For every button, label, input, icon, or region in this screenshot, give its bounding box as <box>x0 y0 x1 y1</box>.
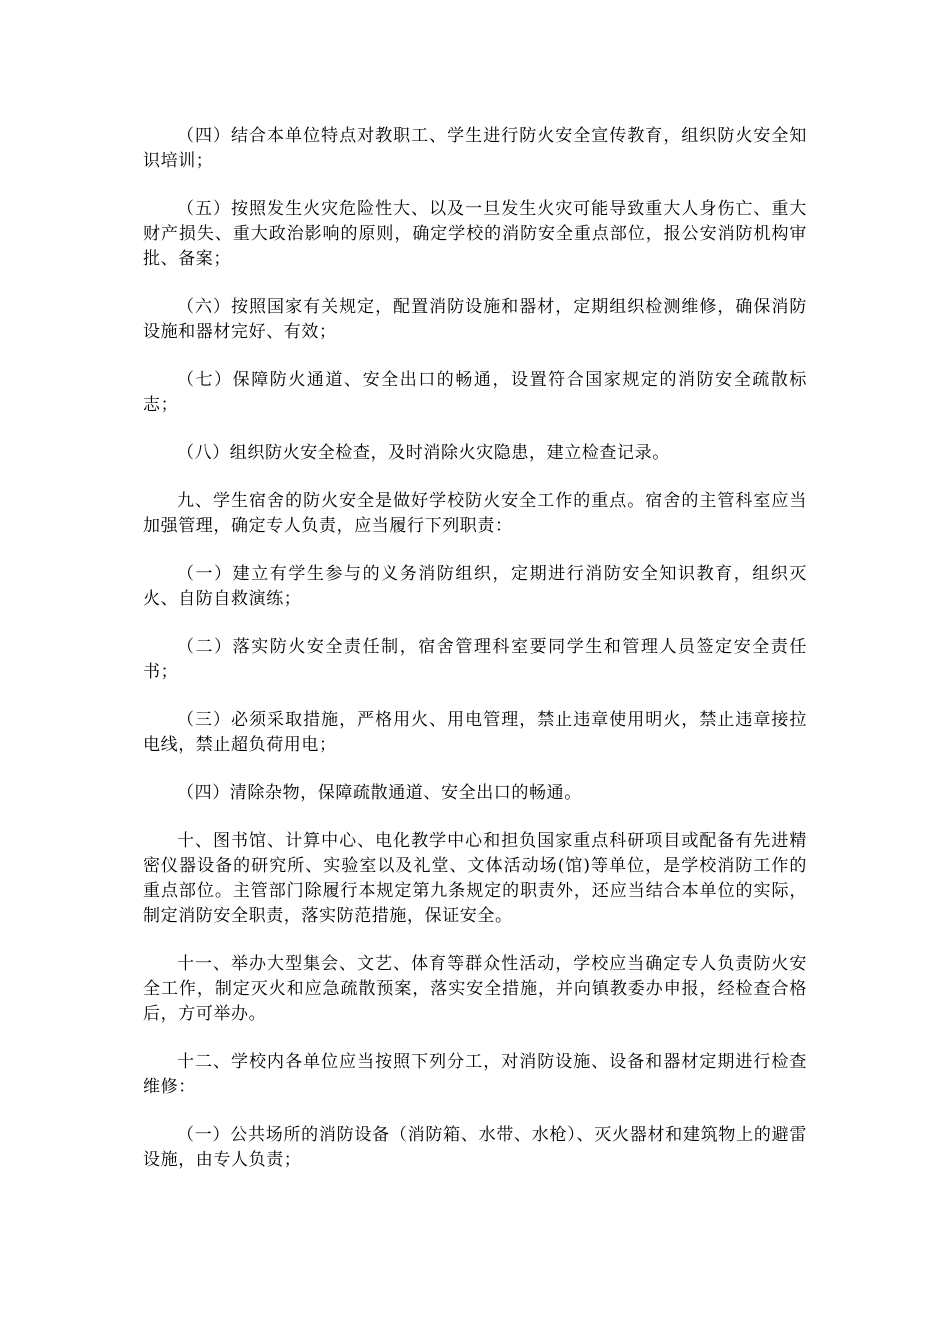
paragraph-9-3-electricity: （三）必须采取措施，严格用火、用电管理，禁止违章使用明火，禁止违章接拉电线，禁止超负荷用电； <box>143 710 807 755</box>
document-body <box>143 124 807 1196</box>
paragraph-9-2-responsibility: （二）落实防火安全责任制，宿舍管理科室要同学生和管理人员签定安全责任书； <box>143 637 807 682</box>
paragraph-5-key-locations: （五）按照发生火灾危险性大、以及一旦发生火灾可能导致重大人身伤亡、重大财产损失、重大政治影响的原则，确定学校的消防安全重点部位，报公安消防机构审批、备案； <box>143 199 807 269</box>
paragraph-6-facilities: （六）按照国家有关规定，配置消防设施和器材，定期组织检测维修，确保消防设施和器材完好、有效； <box>143 297 807 342</box>
paragraph-12-1-public-equipment: （一）公共场所的消防设备（消防箱、水带、水枪）、灭火器材和建筑物上的避雷设施，由专人负责； <box>143 1125 807 1170</box>
paragraph-article-9-dormitory: 九、学生宿舍的防火安全是做好学校防火安全工作的重点。宿舍的主管科室应当加强管理，确定专人负责，应当履行下列职责： <box>143 491 807 536</box>
paragraph-article-11-events: 十一、举办大型集会、文艺、体育等群众性活动，学校应当确定专人负责防火安全工作，制定灭火和应急疏散预案，落实安全措施，并向镇教委办申报，经检查合格后，方可举办。 <box>143 954 807 1024</box>
paragraph-4-propaganda: （四）结合本单位特点对教职工、学生进行防火安全宣传教育，组织防火安全知识培训； <box>143 126 807 171</box>
paragraph-7-exits: （七）保障防火通道、安全出口的畅通，设置符合国家规定的消防安全疏散标志； <box>143 370 807 415</box>
paragraph-article-10-key-departments: 十、图书馆、计算中心、电化教学中心和担负国家重点科研项目或配备有先进精密仪器设备的研究所、实验室以及礼堂、文体活动场(馆)等单位，是学校消防工作的重点部位。主管部门除履行本规定第九条规定的职责外，还应当结合本单位的实际，制定消防安全职责，落实防范措施，保证安全。 <box>143 831 807 926</box>
paragraph-9-4-clearing: （四）清除杂物，保障疏散通道、安全出口的畅通。 <box>177 783 582 803</box>
paragraph-8-inspection: （八）组织防火安全检查，及时消除火灾隐患，建立检查记录。 <box>177 443 670 463</box>
paragraph-9-1-fire-organization: （一）建立有学生参与的义务消防组织，定期进行消防安全知识教育，组织灭火、自防自救演练； <box>143 564 807 609</box>
paragraph-article-12-maintenance: 十二、学校内各单位应当按照下列分工，对消防设施、设备和器材定期进行检查维修： <box>143 1052 807 1097</box>
